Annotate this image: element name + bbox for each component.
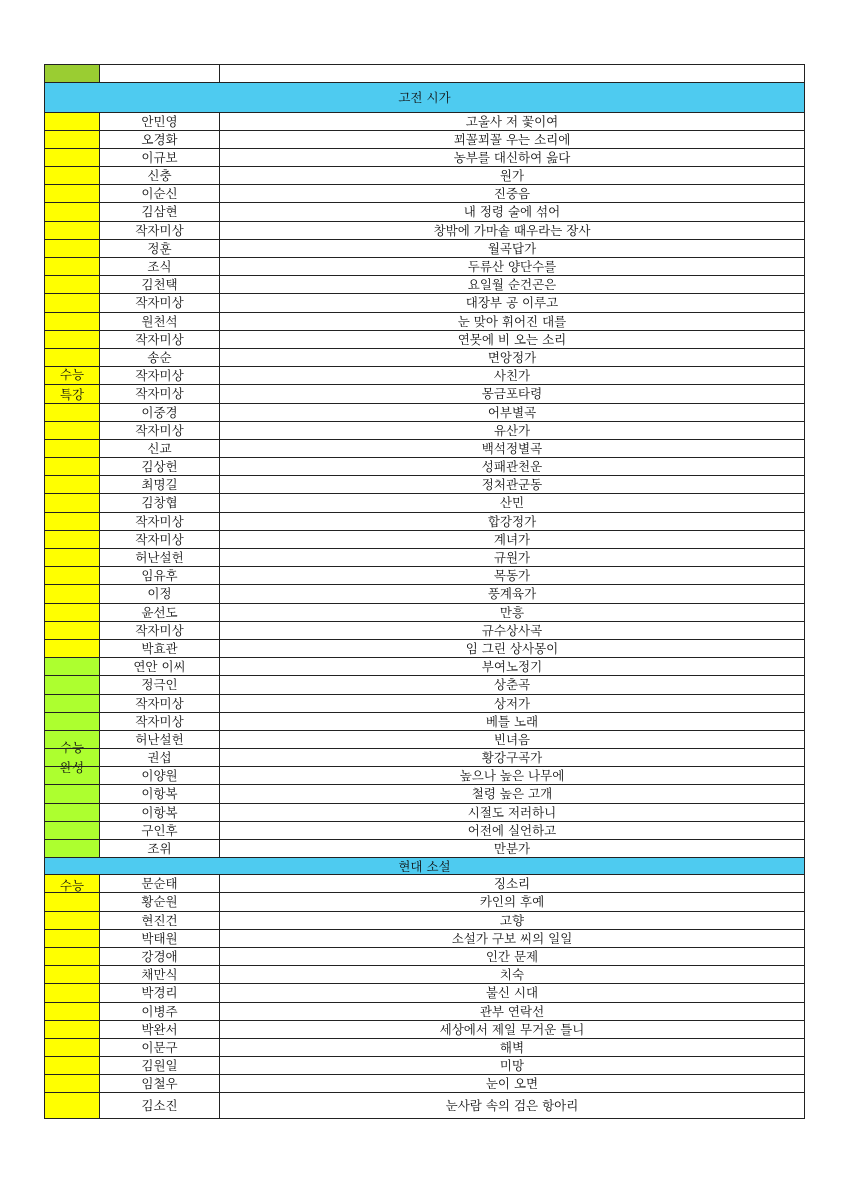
category-cell xyxy=(44,984,100,1001)
table-row xyxy=(44,440,805,458)
category-cell xyxy=(44,640,100,657)
category-cell xyxy=(44,385,100,402)
header-cell-author xyxy=(100,65,220,82)
category-cell xyxy=(44,494,100,511)
category-cell xyxy=(44,676,100,693)
category-cell xyxy=(44,1039,100,1056)
title-cell: 고향 xyxy=(220,912,805,929)
table-row xyxy=(44,203,805,221)
group-suneung-modern xyxy=(44,875,805,1119)
author-cell: 김상헌 xyxy=(100,458,220,475)
category-cell xyxy=(44,367,100,384)
table-row xyxy=(44,549,805,567)
title-cell: 요일월 순건곤은 xyxy=(220,276,805,293)
author-cell: 작자미상 xyxy=(100,331,220,348)
category-cell xyxy=(44,131,100,148)
title-cell: 월곡답가 xyxy=(220,240,805,257)
author-cell: 이항복 xyxy=(100,804,220,821)
author-cell: 임유후 xyxy=(100,567,220,584)
title-cell: 백석정별곡 xyxy=(220,440,805,457)
table-row xyxy=(44,149,805,167)
table-row xyxy=(44,331,805,349)
author-cell: 김삼현 xyxy=(100,203,220,220)
title-cell: 징소리 xyxy=(220,875,805,892)
author-cell: 원천석 xyxy=(100,313,220,330)
table-row xyxy=(44,313,805,331)
author-cell: 정훈 xyxy=(100,240,220,257)
table-row xyxy=(44,276,805,294)
author-cell: 김소진 xyxy=(100,1093,220,1118)
author-cell: 이문구 xyxy=(100,1039,220,1056)
category-cell xyxy=(44,1093,100,1118)
table-row xyxy=(44,822,805,840)
title-cell: 몽금포타령 xyxy=(220,385,805,402)
table-row xyxy=(44,948,805,966)
category-cell xyxy=(44,658,100,675)
author-cell: 강경애 xyxy=(100,948,220,965)
author-cell: 허난설헌 xyxy=(100,549,220,566)
title-cell: 높으나 높은 나무에 xyxy=(220,767,805,784)
author-cell: 이정 xyxy=(100,585,220,602)
category-cell xyxy=(44,567,100,584)
category-cell xyxy=(44,349,100,366)
category-cell xyxy=(44,1075,100,1092)
table-row xyxy=(44,1057,805,1075)
title-cell: 규수상사곡 xyxy=(220,622,805,639)
author-cell: 신교 xyxy=(100,440,220,457)
title-cell: 임 그린 상사몽이 xyxy=(220,640,805,657)
table-row xyxy=(44,294,805,312)
title-cell: 성패관천운 xyxy=(220,458,805,475)
title-cell: 세상에서 제일 무거운 틀니 xyxy=(220,1021,805,1038)
table-row xyxy=(44,640,805,658)
title-cell: 사친가 xyxy=(220,367,805,384)
author-cell: 작자미상 xyxy=(100,422,220,439)
table-row xyxy=(44,658,805,676)
author-cell: 김천택 xyxy=(100,276,220,293)
category-cell xyxy=(44,458,100,475)
category-cell xyxy=(44,167,100,184)
title-cell: 상춘곡 xyxy=(220,676,805,693)
title-cell: 어전에 실언하고 xyxy=(220,822,805,839)
table-row xyxy=(44,749,805,767)
category-cell xyxy=(44,313,100,330)
title-cell: 해벽 xyxy=(220,1039,805,1056)
category-cell xyxy=(44,149,100,166)
header-row xyxy=(44,64,805,83)
header-cell-title xyxy=(220,65,805,82)
category-cell xyxy=(44,966,100,983)
author-cell: 박경리 xyxy=(100,984,220,1001)
category-cell xyxy=(44,875,100,892)
title-cell: 면앙정가 xyxy=(220,349,805,366)
table-row xyxy=(44,185,805,203)
category-cell xyxy=(44,404,100,421)
category-cell xyxy=(44,930,100,947)
title-cell: 만흥 xyxy=(220,604,805,621)
table-row xyxy=(44,731,805,749)
title-cell: 시절도 저러하니 xyxy=(220,804,805,821)
title-cell: 소설가 구보 씨의 일일 xyxy=(220,930,805,947)
author-cell: 문순태 xyxy=(100,875,220,892)
author-cell: 이항복 xyxy=(100,785,220,802)
author-cell: 송순 xyxy=(100,349,220,366)
table-row xyxy=(44,930,805,948)
category-cell xyxy=(44,822,100,839)
author-cell: 작자미상 xyxy=(100,294,220,311)
title-cell: 눈사람 속의 검은 항아리 xyxy=(220,1093,805,1118)
author-cell: 작자미상 xyxy=(100,385,220,402)
author-cell: 이병주 xyxy=(100,1003,220,1020)
category-cell xyxy=(44,749,100,766)
table-row xyxy=(44,113,805,131)
category-cell xyxy=(44,294,100,311)
category-cell xyxy=(44,585,100,602)
category-cell xyxy=(44,531,100,548)
author-cell: 현진건 xyxy=(100,912,220,929)
category-cell xyxy=(44,549,100,566)
title-cell: 관부 연락선 xyxy=(220,1003,805,1020)
category-cell xyxy=(44,258,100,275)
title-cell: 고울사 저 꽃이여 xyxy=(220,113,805,130)
table-row xyxy=(44,1003,805,1021)
table-row xyxy=(44,531,805,549)
table-row xyxy=(44,258,805,276)
table-row xyxy=(44,367,805,385)
author-cell: 작자미상 xyxy=(100,531,220,548)
category-cell xyxy=(44,840,100,857)
author-cell: 권섭 xyxy=(100,749,220,766)
category-cell xyxy=(44,1003,100,1020)
title-cell: 어부별곡 xyxy=(220,404,805,421)
table-row xyxy=(44,222,805,240)
table-row xyxy=(44,567,805,585)
category-cell xyxy=(44,1057,100,1074)
group-label-line: 특강 xyxy=(59,387,85,402)
category-cell xyxy=(44,240,100,257)
category-cell xyxy=(44,622,100,639)
table-row xyxy=(44,695,805,713)
category-cell xyxy=(44,695,100,712)
category-cell xyxy=(44,185,100,202)
table-row xyxy=(44,966,805,984)
table-row xyxy=(44,604,805,622)
title-cell: 만분가 xyxy=(220,840,805,857)
author-cell: 박완서 xyxy=(100,1021,220,1038)
author-cell: 최명길 xyxy=(100,476,220,493)
table-row xyxy=(44,893,805,911)
table-row xyxy=(44,349,805,367)
table-row xyxy=(44,458,805,476)
author-cell: 이중경 xyxy=(100,404,220,421)
table-row xyxy=(44,1021,805,1039)
title-cell: 눈 맞아 휘어진 대를 xyxy=(220,313,805,330)
title-cell: 정처관군동 xyxy=(220,476,805,493)
table-row xyxy=(44,1039,805,1057)
author-cell: 황순원 xyxy=(100,893,220,910)
header-cell-green xyxy=(44,65,100,82)
author-cell: 작자미상 xyxy=(100,622,220,639)
category-cell xyxy=(44,713,100,730)
title-cell: 빈녀음 xyxy=(220,731,805,748)
title-cell: 치숙 xyxy=(220,966,805,983)
title-cell: 미망 xyxy=(220,1057,805,1074)
group-label-line: 수능 xyxy=(59,739,85,755)
title-cell: 산민 xyxy=(220,494,805,511)
title-cell: 목동가 xyxy=(220,567,805,584)
title-cell: 풍계육가 xyxy=(220,585,805,602)
author-cell: 신충 xyxy=(100,167,220,184)
table-row xyxy=(44,131,805,149)
category-cell xyxy=(44,948,100,965)
category-cell xyxy=(44,513,100,530)
title-cell: 두류산 양단수를 xyxy=(220,258,805,275)
author-cell: 김원일 xyxy=(100,1057,220,1074)
author-cell: 조위 xyxy=(100,840,220,857)
author-cell: 허난설헌 xyxy=(100,731,220,748)
author-cell: 채만식 xyxy=(100,966,220,983)
category-cell xyxy=(44,222,100,239)
table-row xyxy=(44,167,805,185)
table-row xyxy=(44,476,805,494)
group-label-line: 수능 xyxy=(59,367,85,382)
category-cell xyxy=(44,785,100,802)
table-row xyxy=(44,804,805,822)
author-cell: 조식 xyxy=(100,258,220,275)
author-cell: 작자미상 xyxy=(100,713,220,730)
category-cell xyxy=(44,113,100,130)
author-cell: 임철우 xyxy=(100,1075,220,1092)
spreadsheet xyxy=(44,64,805,1119)
author-cell: 윤선도 xyxy=(100,604,220,621)
author-cell: 이규보 xyxy=(100,149,220,166)
table-row xyxy=(44,385,805,403)
table-row xyxy=(44,984,805,1002)
title-cell: 진중음 xyxy=(220,185,805,202)
table-row xyxy=(44,875,805,893)
section-title-modern: 현대 소설 xyxy=(44,858,805,875)
category-cell xyxy=(44,440,100,457)
title-cell: 연못에 비 오는 소리 xyxy=(220,331,805,348)
author-cell: 박태원 xyxy=(100,930,220,947)
table-row xyxy=(44,1075,805,1093)
title-cell: 황강구곡가 xyxy=(220,749,805,766)
title-cell: 카인의 후예 xyxy=(220,893,805,910)
title-cell: 규원가 xyxy=(220,549,805,566)
title-cell: 유산가 xyxy=(220,422,805,439)
table-row xyxy=(44,513,805,531)
author-cell: 작자미상 xyxy=(100,695,220,712)
title-cell: 내 정령 술에 섞어 xyxy=(220,203,805,220)
author-cell: 정극인 xyxy=(100,676,220,693)
author-cell: 연안 이씨 xyxy=(100,658,220,675)
table-row xyxy=(44,676,805,694)
category-cell xyxy=(44,331,100,348)
table-row xyxy=(44,240,805,258)
author-cell: 박효관 xyxy=(100,640,220,657)
author-cell: 오경화 xyxy=(100,131,220,148)
table-row xyxy=(44,713,805,731)
category-cell xyxy=(44,731,100,748)
table-row xyxy=(44,404,805,422)
title-cell: 대장부 공 이루고 xyxy=(220,294,805,311)
table-row xyxy=(44,422,805,440)
title-cell: 꾀꼴꾀꼴 우는 소리에 xyxy=(220,131,805,148)
table-row xyxy=(44,1093,805,1119)
group-label-line: 완성 xyxy=(59,759,85,775)
category-cell xyxy=(44,604,100,621)
title-cell: 창밖에 가마솥 때우라는 장사 xyxy=(220,222,805,239)
title-cell: 농부를 대신하여 읊다 xyxy=(220,149,805,166)
author-cell: 작자미상 xyxy=(100,367,220,384)
title-cell: 상저가 xyxy=(220,695,805,712)
title-cell: 원가 xyxy=(220,167,805,184)
title-cell: 계녀가 xyxy=(220,531,805,548)
table-row xyxy=(44,494,805,512)
category-cell xyxy=(44,422,100,439)
table-row xyxy=(44,785,805,803)
title-cell: 베틀 노래 xyxy=(220,713,805,730)
category-cell xyxy=(44,767,100,784)
table-row xyxy=(44,585,805,603)
table-row xyxy=(44,840,805,858)
table-row xyxy=(44,622,805,640)
author-cell: 김창협 xyxy=(100,494,220,511)
author-cell: 작자미상 xyxy=(100,222,220,239)
title-cell: 인간 문제 xyxy=(220,948,805,965)
group-suneung-teukgang xyxy=(44,113,805,659)
group-suneung-wanseong xyxy=(44,658,805,858)
category-cell xyxy=(44,893,100,910)
author-cell: 작자미상 xyxy=(100,513,220,530)
title-cell: 부여노정기 xyxy=(220,658,805,675)
title-cell: 합강정가 xyxy=(220,513,805,530)
category-cell xyxy=(44,276,100,293)
group-label-line: 수능 xyxy=(59,878,85,894)
category-cell xyxy=(44,476,100,493)
title-cell: 철령 높은 고개 xyxy=(220,785,805,802)
title-cell: 눈이 오면 xyxy=(220,1075,805,1092)
title-cell: 불신 시대 xyxy=(220,984,805,1001)
section-title-classic: 고전 시가 xyxy=(44,83,805,113)
category-cell xyxy=(44,1021,100,1038)
author-cell: 안민영 xyxy=(100,113,220,130)
author-cell: 이양원 xyxy=(100,767,220,784)
table-row xyxy=(44,767,805,785)
author-cell: 이순신 xyxy=(100,185,220,202)
author-cell: 구인후 xyxy=(100,822,220,839)
table-row xyxy=(44,912,805,930)
category-cell xyxy=(44,203,100,220)
category-cell xyxy=(44,804,100,821)
category-cell xyxy=(44,912,100,929)
